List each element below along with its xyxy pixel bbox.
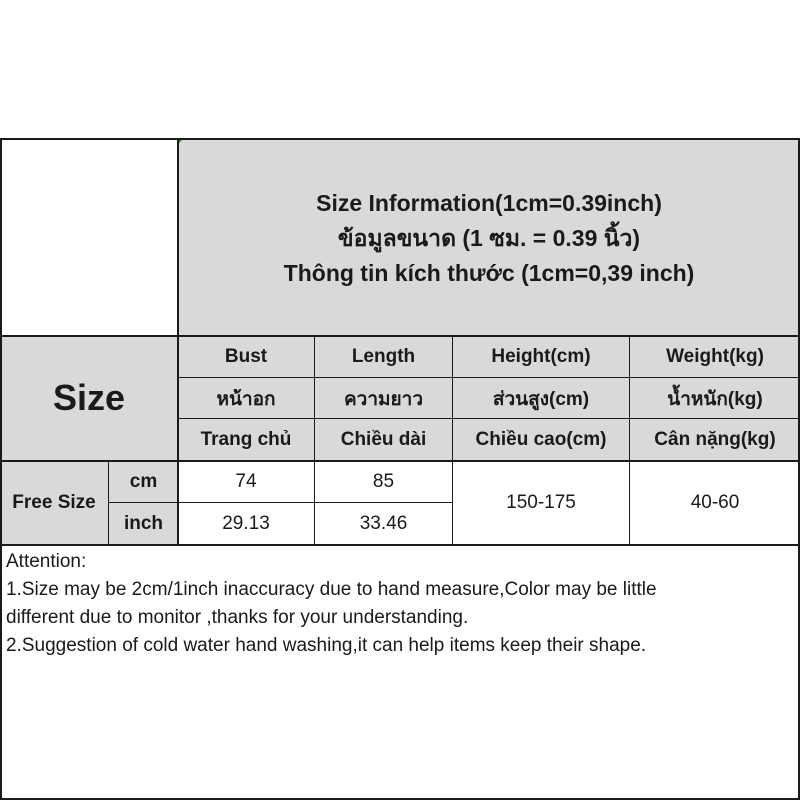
notes-line-1: 1.Size may be 2cm/1inch inaccuracy due to hand measure,Color may be little (6, 579, 657, 600)
weight-range: 40-60 (690, 492, 740, 513)
col-height-en: Height(cm) (491, 346, 591, 367)
col-bust-vi: Trang chủ (200, 428, 292, 450)
col-height-th: ส่วนสูง(cm) (492, 388, 590, 410)
col-bust-en: Bust (224, 346, 268, 367)
size-heading: Size (52, 377, 126, 418)
col-weight-th: น้ำหนัก(kg) (667, 388, 763, 410)
col-weight-en: Weight(kg) (666, 346, 764, 367)
col-length-en: Length (351, 346, 416, 367)
unit-cm: cm (129, 471, 158, 492)
title-english: Size Information(1cm=0.39inch) (316, 189, 662, 216)
col-length-vi: Chiều dài (340, 428, 427, 450)
notes-line-2: different due to monitor ,thanks for your understanding. (6, 607, 469, 628)
notes-heading: Attention: (6, 551, 87, 572)
notes-line-3: 2.Suggestion of cold water hand washing,it can help items keep their shape. (6, 635, 647, 656)
height-range: 150-175 (506, 492, 576, 513)
col-bust-th: หน้าอก (216, 388, 276, 410)
title-thai: ข้อมูลขนาด (1 ซม. = 0.39 นิ้ว) (337, 224, 641, 251)
free-size-label: Free Size (12, 492, 96, 513)
length-cm: 85 (372, 471, 395, 492)
unit-inch: inch (123, 513, 164, 534)
title-block (178, 140, 800, 336)
attention-notes (6, 548, 796, 660)
title-vietnamese: Thông tin kích thước (1cm=0,39 inch) (283, 259, 695, 286)
col-length-th: ความยาว (343, 388, 424, 410)
col-weight-vi: Cân nặng(kg) (654, 428, 776, 450)
col-height-vi: Chiều cao(cm) (475, 428, 607, 450)
length-inch: 33.46 (359, 513, 408, 534)
bust-inch: 29.13 (222, 513, 270, 534)
bust-cm: 74 (235, 471, 257, 492)
